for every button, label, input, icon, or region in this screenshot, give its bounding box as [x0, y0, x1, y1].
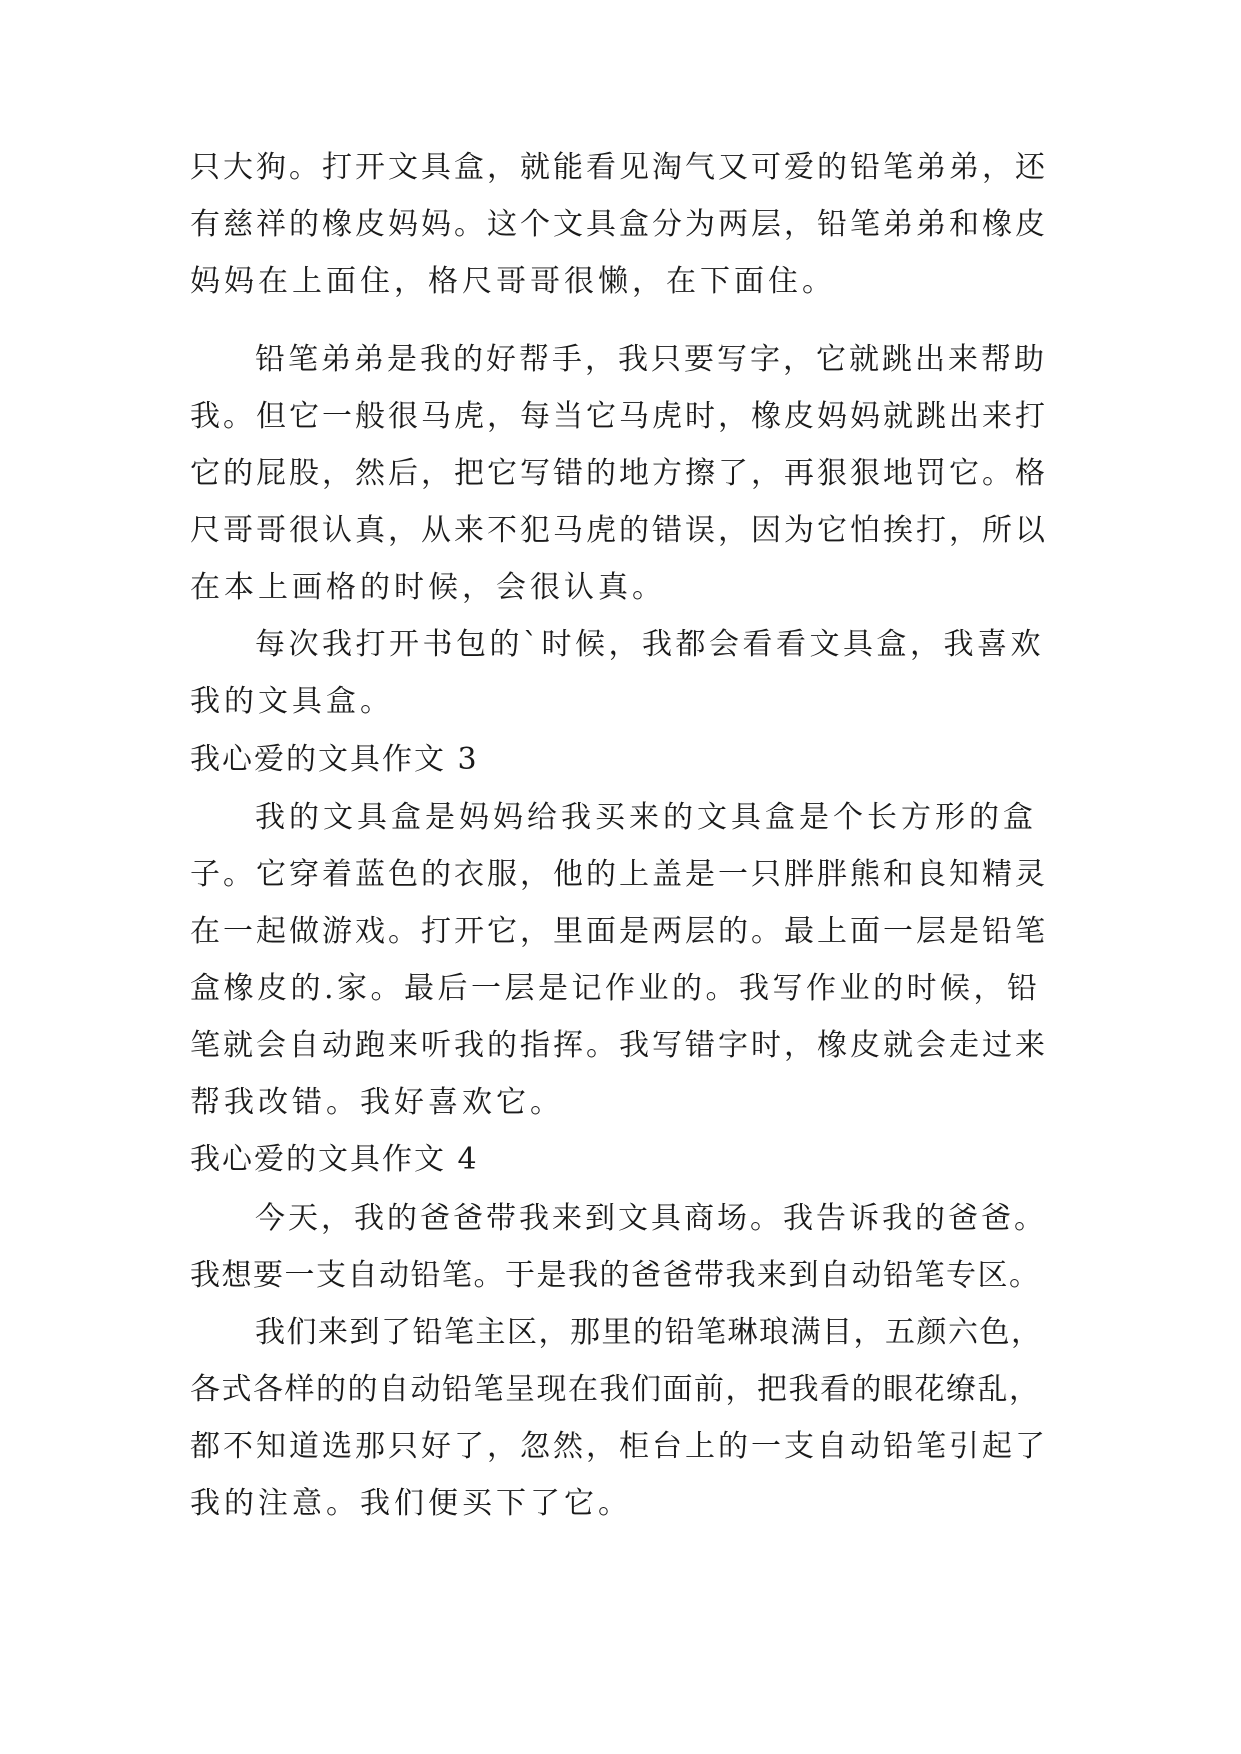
text-line: 我。但它一般很马虎，每当它马虎时，橡皮妈妈就跳出来打: [190, 399, 1048, 434]
text-line: 每次我打开书包的`时候，我都会看看文具盒，我喜欢: [255, 627, 1044, 662]
text-line: 都不知道选那只好了，忽然，柜台上的一支自动铅笔引起了: [190, 1429, 1048, 1464]
text-line: 笔就会自动跑来听我的指挥。我写错字时，橡皮就会走过来: [190, 1028, 1048, 1063]
text-line: 我的文具盒。: [190, 684, 394, 719]
text-line: 今天，我的爸爸带我来到文具商场。我告诉我的爸爸。: [255, 1201, 1047, 1236]
text-line: 妈妈在上面住，格尺哥哥很懒，在下面住。: [190, 264, 836, 299]
text-line: 我的注意。我们便买下了它。: [190, 1486, 632, 1521]
text-line: 只大狗。打开文具盒，就能看见淘气又可爱的铅笔弟弟，还: [190, 150, 1048, 185]
text-line: 在本上画格的时候，会很认真。: [190, 570, 666, 605]
text-line: 我的文具盒是妈妈给我买来的文具盒是个长方形的盒: [255, 800, 1037, 835]
text-line: 尺哥哥很认真，从来不犯马虎的错误，因为它怕挨打，所以: [190, 513, 1048, 548]
text-line: 铅笔弟弟是我的好帮手，我只要写字，它就跳出来帮助: [255, 342, 1047, 377]
text-line: 它的屁股，然后，把它写错的地方擦了，再狠狠地罚它。格: [190, 456, 1048, 491]
text-line: 有慈祥的橡皮妈妈。这个文具盒分为两层，铅笔弟弟和橡皮: [190, 207, 1048, 242]
text-line: 盒橡皮的.家。最后一层是记作业的。我写作业的时候，铅: [190, 971, 1041, 1006]
text-line: 在一起做游戏。打开它，里面是两层的。最上面一层是铅笔: [190, 914, 1048, 949]
section-heading: 我心爱的文具作文 3: [190, 742, 479, 777]
text-line: 子。它穿着蓝色的衣服，他的上盖是一只胖胖熊和良知精灵: [190, 857, 1048, 892]
text-line: 各式各样的的自动铅笔呈现在我们面前，把我看的眼花缭乱，: [190, 1372, 1041, 1407]
text-line: 我想要一支自动铅笔。于是我的爸爸带我来到自动铅笔专区。: [190, 1258, 1041, 1293]
section-heading: 我心爱的文具作文 4: [190, 1142, 479, 1177]
text-line: 帮我改错。我好喜欢它。: [190, 1085, 564, 1120]
text-line: 我们来到了铅笔主区，那里的铅笔琳琅满目，五颜六色，: [255, 1315, 1043, 1350]
